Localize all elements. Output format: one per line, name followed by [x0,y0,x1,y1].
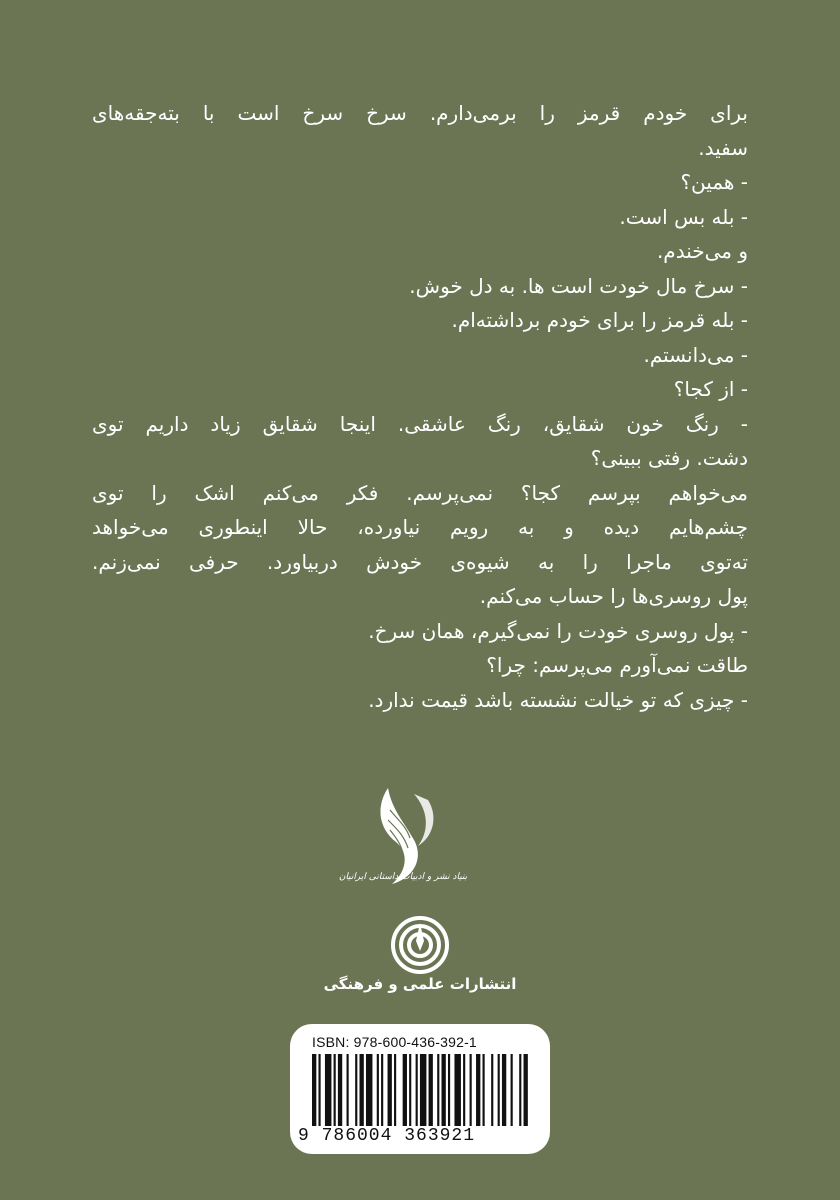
text-line: ته‌توی ماجرا را به شیوه‌ی خودش دربیاورد. حرفی نمی‌زنم. [92,549,748,574]
barcode-bar [416,1054,418,1126]
foundation-logo-icon [318,780,488,900]
text-line: سفید. [698,135,748,160]
barcode-bar [463,1054,465,1126]
barcode-bar [381,1054,383,1126]
text-line: - بله بس است. [619,204,748,229]
barcode-bar [519,1054,521,1126]
barcode-bar [491,1054,493,1126]
text-line: و می‌خندم. [656,239,748,263]
barcode-bar [524,1054,528,1126]
barcode-bar [511,1054,513,1126]
text-line: طاقت نمی‌آورم می‌پرسم: چرا؟ [486,653,748,677]
foundation-logo-caption: بنیاد نشر و ادبیات داستانی ایرانیان [338,872,468,882]
text-line: برای خودم قرمز را برمی‌دارم. سرخ سرخ است با بته‌جقه‌های [92,101,748,125]
barcode-bar [409,1054,411,1126]
barcode-bar [359,1054,363,1126]
text-line: می‌خواهم بپرسم کجا؟ نمی‌پرسم. فکر می‌کنم اشک را توی [92,480,748,505]
barcode-icon [312,1054,530,1126]
barcode-digits: 9 786004 363921 [298,1126,476,1146]
barcode-card [290,1024,550,1154]
barcode-bar [403,1054,407,1126]
publisher-name: انتشارات علمی و فرهنگی [323,975,517,993]
publisher-logo-icon [385,915,455,975]
text-line: چشم‌هایم دیده و به رویم نیاورده، حالا اینطوری می‌خواهد [92,515,748,539]
barcode-bar [476,1054,480,1126]
barcode-bar [312,1054,316,1126]
barcode-bar [318,1054,320,1126]
barcode-bar [470,1054,472,1126]
barcode-bar [325,1054,331,1126]
text-line: - پول روسری خودت را نمی‌گیرم، همان سرخ. [368,618,748,643]
barcode-bar [388,1054,392,1126]
barcode-bar [366,1054,372,1126]
barcode-bar [377,1054,379,1126]
isbn-label: ISBN: 978-600-436-392-1 [312,1034,477,1050]
barcode-bar [334,1054,336,1126]
text-line: - می‌دانستم. [643,342,748,367]
barcode-bar [454,1054,460,1126]
barcode-bar [394,1054,396,1126]
barcode-bar [502,1054,506,1126]
barcode-bar [448,1054,450,1126]
barcode-bar [355,1054,357,1126]
barcode-bar [498,1054,500,1126]
text-line: - سرخ مال خودت است ها. به دل خوش. [409,273,748,298]
text-line: دشت. رفتی ببینی؟ [590,446,748,470]
barcode-bar [483,1054,485,1126]
text-line: پول روسری‌ها را حساب می‌کنم. [479,584,748,608]
text-line: - چیزی که تو خیالت نشسته باشد قیمت ندارد. [368,687,748,712]
text-line: - از کجا؟ [673,377,748,401]
text-line: - همین؟ [680,170,748,194]
barcode-bar [347,1054,349,1126]
text-line: - بله قرمز را برای خودم برداشته‌ام. [451,308,748,332]
barcode-bar [338,1054,342,1126]
text-line: - رنگ خون شقایق، رنگ عاشقی. اینجا شقایق زیاد داریم توی [92,411,748,436]
barcode-bar [420,1054,426,1126]
barcode-bar [437,1054,439,1126]
back-cover-text [92,96,748,717]
barcode-bar [429,1054,433,1126]
barcode-bar [442,1054,446,1126]
